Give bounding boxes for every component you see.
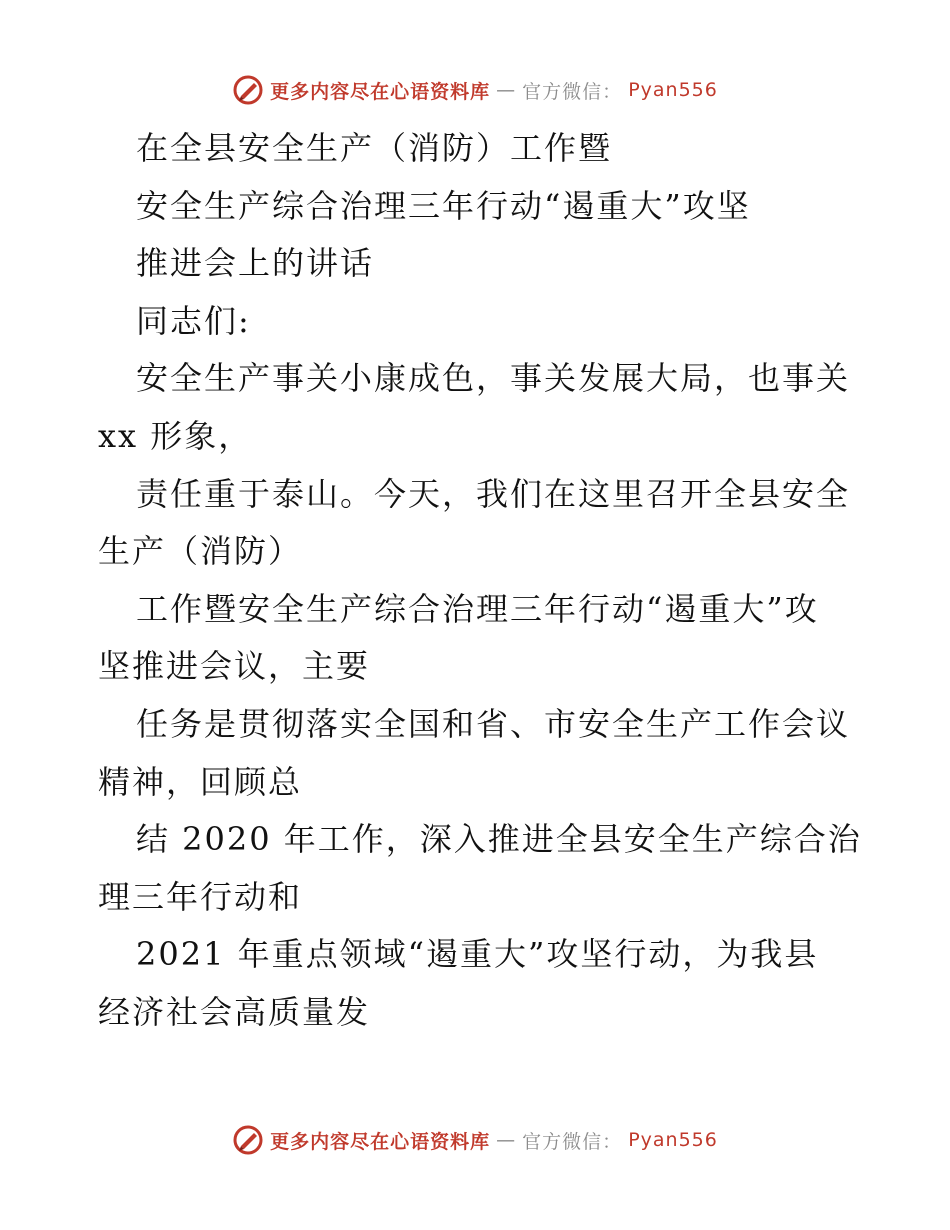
document-line: xx 形象， bbox=[98, 416, 253, 455]
pen-logo-icon bbox=[232, 74, 264, 106]
header-watermark bbox=[0, 74, 950, 106]
document-body bbox=[98, 120, 862, 1042]
watermark-contact-id: Pyan556 bbox=[628, 79, 718, 101]
document-line: 理三年行动和 bbox=[98, 877, 303, 916]
pen-logo-icon bbox=[232, 1124, 264, 1156]
document-line: 责任重于泰山。今天，我们在这里召开全县安全 bbox=[136, 474, 851, 513]
document-line: 2021 年重点领域“遏重大”攻坚行动，为我县 bbox=[136, 935, 819, 974]
watermark-brand: 更多内容尽在心语资料库 bbox=[270, 1130, 491, 1153]
document-line: 在全县安全生产（消防）工作暨 bbox=[136, 129, 613, 167]
document-line: 推进会上的讲话 bbox=[136, 244, 375, 283]
watermark-separator: — bbox=[496, 79, 517, 101]
document-line: 结 2020 年工作，深入推进全县安全生产综合治 bbox=[136, 820, 862, 859]
watermark-contact-id: Pyan556 bbox=[628, 1129, 718, 1151]
watermark-contact-label: 官方微信： bbox=[522, 80, 623, 103]
document-line: 经济社会高质量发 bbox=[98, 992, 371, 1031]
watermark-brand: 更多内容尽在心语资料库 bbox=[270, 80, 491, 103]
document-line: 生产（消防） bbox=[98, 532, 303, 571]
watermark-separator: — bbox=[496, 1129, 517, 1151]
document-line: 精神，回顾总 bbox=[98, 762, 303, 801]
document-line: 安全生产事关小康成色，事关发展大局，也事关 bbox=[136, 359, 851, 398]
footer-watermark bbox=[0, 1124, 950, 1156]
document-line: 安全生产综合治理三年行动“遏重大”攻坚 bbox=[136, 186, 751, 225]
document-line: 任务是贯彻落实全国和省、市安全生产工作会议 bbox=[136, 704, 851, 743]
document-line: 同志们: bbox=[136, 301, 251, 340]
document-line: 坚推进会议，主要 bbox=[98, 647, 371, 686]
document-line: 工作暨安全生产综合治理三年行动“遏重大”攻 bbox=[136, 589, 819, 628]
watermark-contact-label: 官方微信： bbox=[522, 1130, 623, 1153]
